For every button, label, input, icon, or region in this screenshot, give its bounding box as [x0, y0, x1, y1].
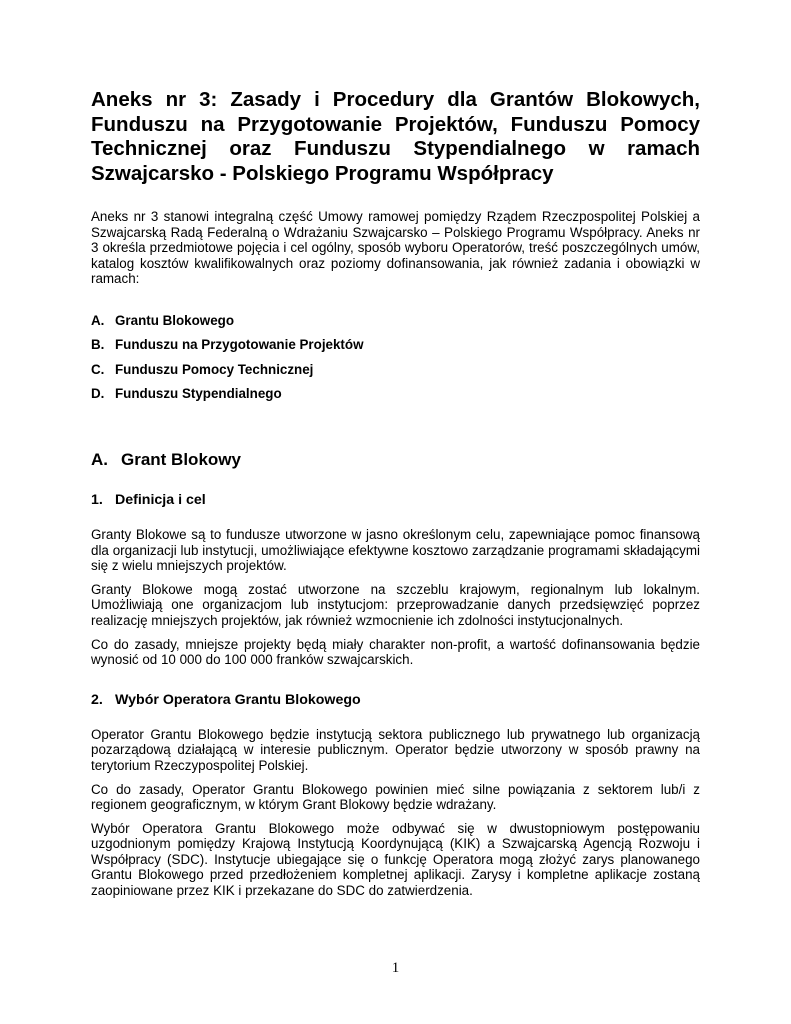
section-list	[91, 313, 700, 411]
document-title: Aneks nr 3: Zasady i Procedury dla Grantów Blokowych, Funduszu na Przygotowanie Projektów, Funduszu Pomocy Technicznej oraz Funduszu Stypendialnego w ramach Szwajcarsko - Polskiego Programu Współpracy	[91, 88, 700, 185]
section-heading: A. Grant Blokowy	[91, 449, 241, 469]
document-page	[91, 88, 700, 899]
list-item: C. Funduszu Pomocy Technicznej	[91, 361, 314, 377]
paragraph: Granty Blokowe mogą zostać utworzone na szczeblu krajowym, regionalnym lub lokalnym. Umożliwiają one organizacjom lub instytucjom: przeprowadzanie danych przedsięwzięć poprzez realizację mniejszych projektów, jak również wzmocnienie ich zdolności instytucjonalnych.	[91, 581, 700, 628]
paragraph: Co do zasady, mniejsze projekty będą miały charakter non-profit, a wartość dofinansowania będzie wynosić od 10 000 do 100 000 franków szwajcarskich.	[91, 636, 700, 668]
intro-paragraph: Aneks nr 3 stanowi integralną część Umowy ramowej pomiędzy Rządem Rzeczpospolitej Polskiej a Szwajcarską Radą Federalną o Wdrażaniu Szwajcarsko – Polskiego Programu Współpracy. Aneks nr 3 określa przedmiotowe pojęcia i cel ogólny, sposób wyboru Operatorów, treść poszczególnych umów, katalog kosztów kwalifikowalnych oraz poziomy dofinansowania, jak również zadania i obowiązki w ramach:	[91, 209, 700, 287]
paragraph: Granty Blokowe są to fundusze utworzone w jasno określonym celu, zapewniające pomoc finansową dla organizacji lub instytucji, umożliwiające efektywne kosztowo zarządzanie programami składającymi się z wielu mniejszych projektów.	[91, 526, 700, 574]
list-item: B. Funduszu na Przygotowanie Projektów	[91, 337, 364, 353]
paragraph: Co do zasady, Operator Grantu Blokowego powinien mieć silne powiązania z sektorem lub/i z regionem geograficznym, w którym Grant Blokowy będzie wdrażany.	[91, 781, 700, 813]
subsection-heading-definition: 1. Definicja i cel	[91, 491, 206, 508]
list-item: A. Grantu Blokowego	[91, 312, 235, 328]
paragraph: Wybór Operatora Grantu Blokowego może odbywać się w dwustopniowym postępowaniu uzgodnionym pomiędzy Krajową Instytucją Koordynującą (KIK) a Szwajcarską Agencją Rozwoju i Współpracy (SDC). Instytucje ubiegające się o funkcję Operatora mogą złożyć zarys planowanego Grantu Blokowego przed przedłożeniem kompletnej aplikacji. Zarysy i kompletne aplikacje zostaną zaopiniowane przez KIK i przekazane do SDC do zatwierdzenia.	[91, 820, 700, 899]
paragraph: Operator Grantu Blokowego będzie instytucją sektora publicznego lub prywatnego lub organizacją pozarządową działającą w interesie publicznym. Operator będzie utworzony w sposób prawny na terytorium Rzeczypospolitej Polskiej.	[91, 726, 700, 773]
page-number: 1	[391, 960, 400, 976]
subsection-heading-operator: 2. Wybór Operatora Grantu Blokowego	[91, 691, 361, 708]
list-item: D. Funduszu Stypendialnego	[91, 386, 282, 402]
